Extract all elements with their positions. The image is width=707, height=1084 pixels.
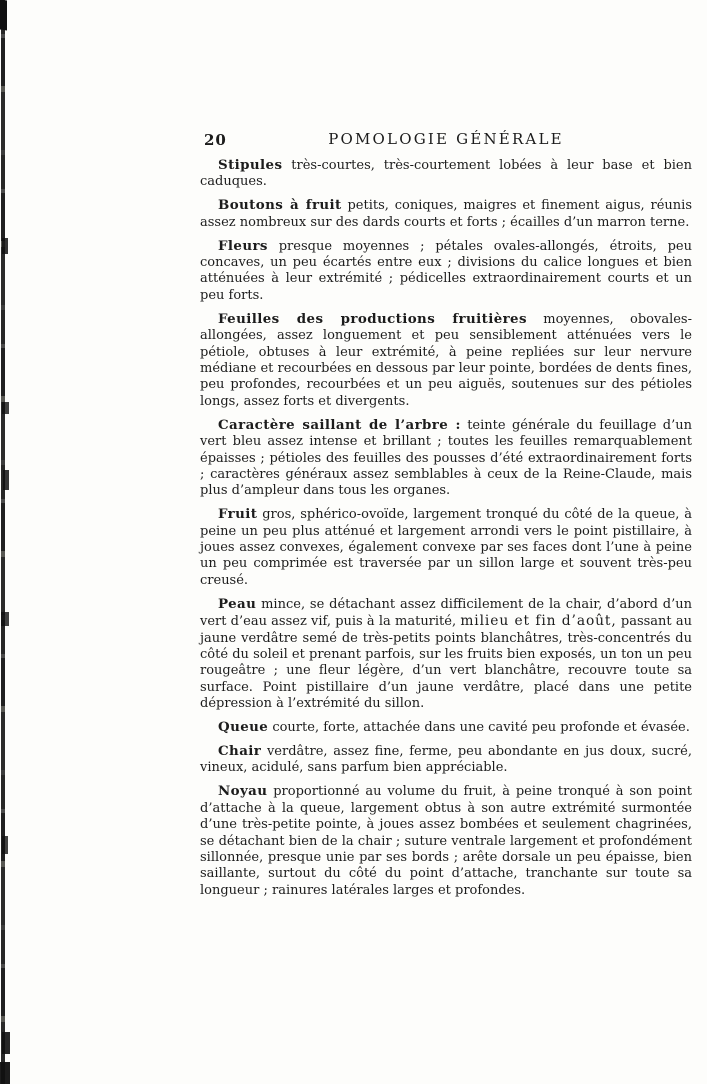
paragraph-feuilles [200,311,692,410]
term-queue: Queue [218,719,269,736]
text-chair: verdâtre, assez fine, ferme, peu abondante en jus doux, sucré, vineux, acidulé, sans parfum bien appréciable. [200,744,692,776]
binding-streak [1,0,5,1084]
binding-mark [0,0,7,30]
binding-mark [3,470,9,490]
paragraph-chair [200,743,692,777]
paragraph-boutons-a-fruit [200,197,692,231]
text-peau-emphasis: milieu et fin d’août, [460,613,617,630]
text-fleurs: presque moyennes ; pétales ovales-allongés, étroits, peu concaves, un peu écartés entre eux ; divisions du calice longues et bien atténuées à leur extrémité ; pédicelles extraordinairement courts et un peu forts. [200,238,692,303]
paragraph-fleurs [200,238,692,305]
text-noyau: proportionné au volume du fruit, à peine tronqué à son point d’attache à la queue, largement obtus à son autre extrémité surmontée d’une très-petite pointe, à joues assez bombées et seulement chagrinées, se détachant bien de la chair ; suture ventrale largement et profondément sillonnée, presque unie par ses bords ; arête dorsale un peu épaisse, bien saillante, surtout du côté du point d’attache, tranchante sur toute sa longueur ; rainures latérales larges et profondes. [200,784,692,898]
text-boutons-a-fruit: petits, coniques, maigres et finement aigus, réunis assez nombreux sur des dards courts et forts ; écailles d’un marron terne. [200,198,693,230]
binding-mark [1,612,9,626]
term-caractere-saillant: Caractère saillant de l’arbre : [218,416,461,433]
term-stipules: Stipules [218,157,283,173]
text-stipules: très-courtes, très-courtement lobées à leur base et bien caduques. [200,158,692,190]
term-feuilles: Feuilles des productions fruitières [218,310,527,327]
paragraph-peau [200,596,692,713]
page-body-text [200,157,692,906]
page-number: 20 [204,131,227,149]
text-peau-before: mince, se détachant assez difficilement de la chair, d’abord d’un vert d’eau assez vif, puis à la maturité, [200,596,692,630]
page-header [200,130,692,152]
text-feuilles: moyennes, obovales-allongées, assez longuement et peu sensiblement atténuées vers le pétiole, obtuses à leur extrémité, à peine repliées sur leur nervure médiane et recourbées en dessous par leur pointe, bordées de dents fines, peu profondes, recourbées et un peu aiguës, soutenues sur des pétioles longs, assez forts et divergents. [200,311,693,409]
term-peau: Peau [218,595,257,612]
term-boutons-a-fruit: Boutons à fruit [218,197,342,214]
term-noyau: Noyau [218,783,268,800]
scan-binding-edge [0,0,12,1084]
text-fruit: gros, sphérico-ovoïde, largement tronqué du côté de la queue, à peine un peu plus atténué et largement arrondi vers le point pistillaire, à joues assez convexes, également convexe par ses faces dont l’une à peine un peu comprimée est traversée par un sillon large et souvent très-peu creusé. [200,507,692,588]
paragraph-fruit [200,506,692,589]
binding-mark [2,238,8,254]
binding-mark [2,402,9,414]
binding-mark [2,1032,10,1054]
term-chair: Chair [218,743,262,759]
text-peau-after: passant au jaune verdâtre semé de très-petits points blanchâtres, très-concentrés du côté du soleil et prenant parfois, sur les fruits bien exposés, un ton un peu rougeâtre ; une fleur légère, d’un vert blanchâtre, recouvre toute sa surface. Point pistillaire d’un jaune verdâtre, placé dans une petite dépression à l’extrémité du sillon. [200,614,692,712]
binding-mark [0,1062,10,1084]
binding-mark [2,836,8,854]
text-queue: courte, forte, attachée dans une cavité peu profonde et évasée. [272,720,690,736]
paragraph-caractere-saillant [200,417,692,500]
running-title: POMOLOGIE GÉNÉRALE [328,130,564,148]
paragraph-noyau [200,783,692,899]
text-caractere-saillant: teinte générale du feuillage d’un vert bleu assez intense et brillant ; toutes les feuilles remarquablement épaisses ; pétioles des feuilles des pousses d’été extraordinairement forts ; caractères généraux assez semblables à ceux de la Reine-Claude, mais plus d’ampleur dans tous les organes. [200,417,692,499]
paragraph-queue [200,719,692,736]
term-fruit: Fruit [218,506,258,523]
paragraph-stipules [200,157,692,191]
term-fleurs: Fleurs [218,237,268,254]
